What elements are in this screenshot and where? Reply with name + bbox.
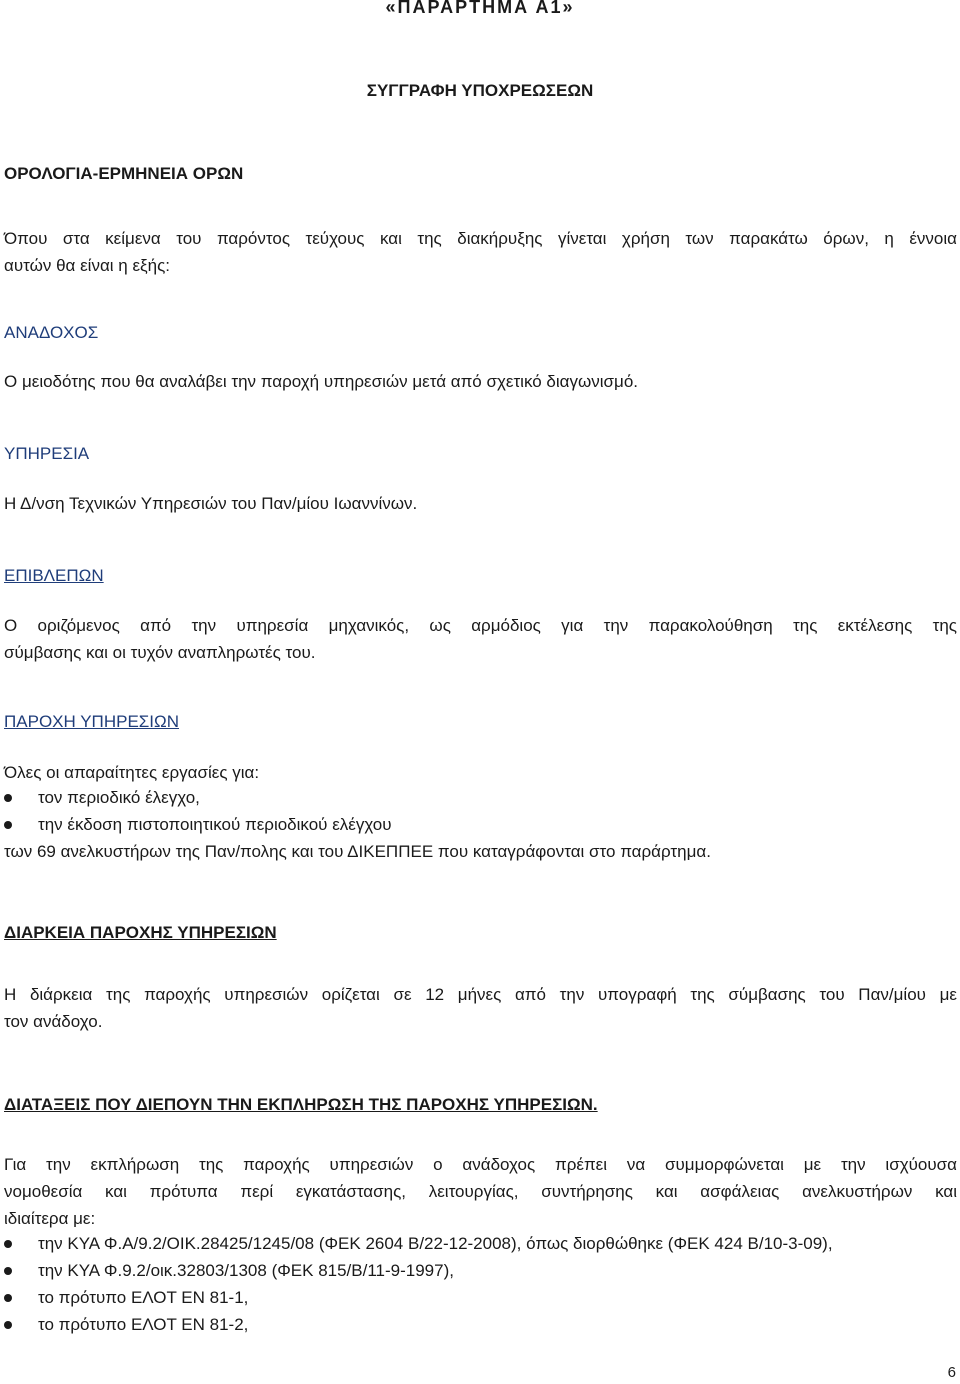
- page-number: 6: [947, 1364, 956, 1381]
- definition-supervisor-line-1: Ο οριζόμενος από την υπηρεσία μηχανικός, ως αρμόδιος για την παρακολούθηση της εκτέλεσης της: [4, 616, 957, 635]
- intro-line-1: Όπου στα κείμενα του παρόντος τεύχους και της διακήρυξης γίνεται χρήση των παρακάτω όρων, η έννοια: [4, 229, 957, 248]
- regulations-line-1: Για την εκπλήρωση της παροχής υπηρεσιών ο ανάδοχος πρέπει να συμμορφώνεται με την ισχύουσα: [4, 1155, 957, 1174]
- list-item-text: τον περιοδικό έλεγχο,: [38, 788, 200, 807]
- regulations-line-2: νομοθεσία και πρότυπα περί εγκατάστασης, λειτουργίας, συντήρησης και ασφάλειας ανελκυστήρων και: [4, 1182, 957, 1201]
- bullet-icon: [4, 1294, 12, 1302]
- term-contractor: ΑΝΑΔΟΧΟΣ: [4, 323, 99, 342]
- term-service: ΥΠΗΡΕΣΙΑ: [4, 444, 90, 463]
- duration-line-1: Η διάρκεια της παροχής υπηρεσιών ορίζεται σε 12 μήνες από την υπογραφή της σύμβασης του Παν/μίου με: [4, 985, 957, 1004]
- bullet-icon: [4, 794, 12, 802]
- duration-paragraph: [4, 981, 957, 1035]
- service-provision-closing: των 69 ανελκυστήρων της Παν/πολης και του ΔΙΚΕΠΠΕΕ που καταγράφονται στο παράρτημα.: [4, 842, 711, 861]
- bullet-icon: [4, 821, 12, 829]
- term-service-provision: ΠΑΡΟΧΗ ΥΠΗΡΕΣΙΩΝ: [4, 712, 179, 731]
- duration-heading: ΔΙΑΡΚΕΙΑ ΠΑΡΟΧΗΣ ΥΠΗΡΕΣΙΩΝ: [4, 923, 277, 942]
- list-item-text: την έκδοση πιστοποιητικού περιοδικού ελέγχου: [38, 815, 392, 834]
- bullet-icon: [4, 1267, 12, 1275]
- definition-supervisor-line-2: σύμβασης και οι τυχόν αναπληρωτές του.: [4, 643, 316, 662]
- regulations-line-3: ιδιαίτερα με:: [4, 1209, 96, 1228]
- bullet-icon: [4, 1240, 12, 1248]
- definition-contractor: Ο μειοδότης που θα αναλάβει την παροχή υπηρεσιών μετά από σχετικό διαγωνισμό.: [4, 372, 639, 391]
- term-supervisor: ΕΠΙΒΛΕΠΩΝ: [4, 566, 104, 585]
- document-title: ΣΥΓΓΡΑΦΗ ΥΠΟΧΡΕΩΣΕΩΝ: [366, 81, 594, 100]
- definition-service: Η Δ/νση Τεχνικών Υπηρεσιών του Παν/μίου Ιωαννίνων.: [4, 494, 418, 513]
- list-item-text: το πρότυπο ΕΛΟΤ ΕΝ 81-1,: [38, 1288, 249, 1307]
- duration-line-2: τον ανάδοχο.: [4, 1012, 103, 1031]
- regulations-heading: ΔΙΑΤΑΞΕΙΣ ΠΟΥ ΔΙΕΠΟΥΝ ΤΗΝ ΕΚΠΛΗΡΩΣΗ ΤΗΣ ΠΑΡΟΧΗΣ ΥΠΗΡΕΣΙΩΝ.: [4, 1095, 598, 1114]
- list-item-text: το πρότυπο ΕΛΟΤ ΕΝ 81-2,: [38, 1315, 249, 1334]
- section-title: ΟΡΟΛΟΓΙΑ-ΕΡΜΗΝΕΙΑ ΟΡΩΝ: [4, 164, 244, 183]
- intro-paragraph: [4, 225, 957, 279]
- list-item-text: την ΚΥΑ Φ.9.2/οικ.32803/1308 (ΦΕΚ 815/Β/11-9-1997),: [38, 1261, 454, 1280]
- regulations-paragraph: [4, 1151, 957, 1232]
- list-item-text: την ΚΥΑ Φ.Α/9.2/ΟΙΚ.28425/1245/08 (ΦΕΚ 2604 Β/22-12-2008), όπως διορθώθηκε (ΦΕΚ 424 Β/10-3-09),: [38, 1234, 833, 1253]
- definition-supervisor: [4, 612, 957, 666]
- service-provision-intro: Όλες οι απαραίτητες εργασίες για:: [4, 763, 260, 782]
- annex-label: «ΠΑΡΑΡΤΗΜΑ Α1»: [385, 0, 575, 17]
- intro-line-2: αυτών θα είναι η εξής:: [4, 256, 171, 275]
- bullet-icon: [4, 1321, 12, 1329]
